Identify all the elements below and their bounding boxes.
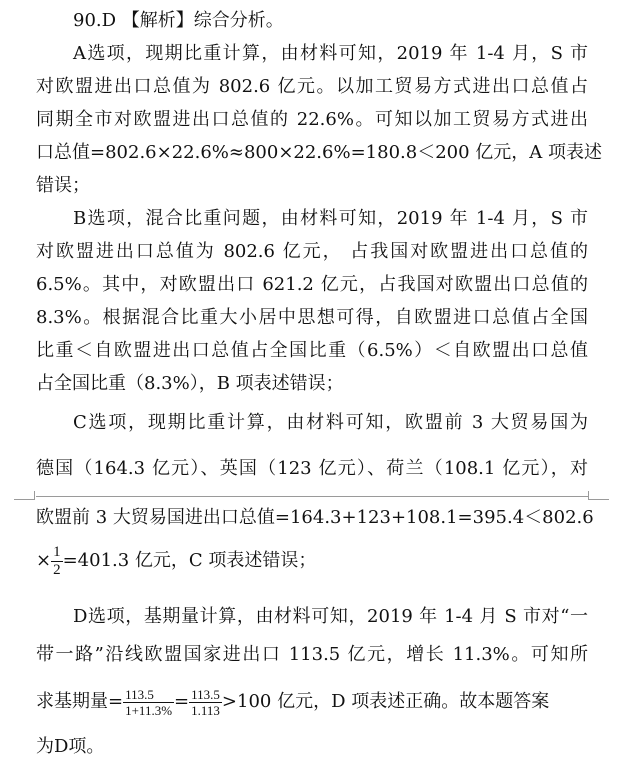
option-c-paragraph [36, 400, 588, 492]
option-c-continued [36, 500, 594, 536]
text-line: B选项，混合比重问题，由材料可知，2019 年 1-4 月，S 市 [73, 208, 588, 229]
text-line [36, 541, 588, 581]
text-line: 对欧盟进出口总值为 802.6 亿元， 占我国对欧盟进出口总值的 [36, 241, 588, 262]
option-d-formula-line [36, 682, 588, 722]
fraction-simplified [189, 687, 222, 718]
fraction-base-period [123, 687, 174, 718]
option-a-paragraph [36, 37, 602, 202]
option-c-result-line [36, 541, 588, 581]
text-line: 6.5%。其中，对欧盟出口 621.2 亿元，占我国对欧盟出口总值的 [36, 274, 588, 295]
page-corner-mark-left [14, 491, 35, 500]
text-line: 带一路”沿线欧盟国家进出口 113.5 亿元，增长 11.3%。可知所 [36, 644, 588, 665]
text-line: 同期全市对欧盟进出口总值的 22.6%。可知以加工贸易方式进出 [36, 109, 588, 130]
formula-prefix: 求基期量= [36, 691, 124, 712]
text-line: D选项，基期量计算，由材料可知，2019 年 1-4 月 S 市对“一 [73, 606, 588, 627]
answer-conclusion [36, 730, 588, 763]
text-line: C选项，现期比重计算，由材料可知，欧盟前 3 大贸易国为 [73, 412, 588, 433]
option-b-paragraph [36, 202, 588, 400]
text-line: 为D项。 [36, 736, 105, 757]
fraction-numerator: 113.5 [191, 686, 220, 702]
text-line: 欧盟前 3 大贸易国进出口总值=164.3+123+108.1=395.4＜802.6 [36, 507, 594, 528]
times-sign: × [36, 550, 52, 571]
formula-suffix: >100 亿元，D 项表述正确。故本题答案 [221, 691, 550, 712]
fraction-numerator: 113.5 [123, 687, 174, 703]
text-line: 8.3%。根据混合比重大小居中思想可得，自欧盟进口总值占全国 [36, 307, 588, 328]
page-break-line [36, 496, 588, 497]
text-line: 对欧盟进出口总值为 802.6 亿元。以加工贸易方式进出口总值占 [36, 76, 588, 97]
fraction-denominator: 1+11.3% [125, 702, 173, 718]
text-line [36, 682, 588, 722]
fraction-denominator: 1.113 [191, 702, 220, 718]
text-line: 占全国比重（8.3%），B 项表述错误； [36, 373, 344, 394]
fraction-numerator: 1 [53, 543, 61, 560]
header-line: 90.D 【解析】综合分析。 [73, 10, 284, 31]
fraction-half [51, 544, 63, 579]
page-corner-mark-right [588, 491, 609, 500]
result-text: =401.3 亿元，C 项表述错误； [62, 550, 317, 571]
text-line: 德国（164.3 亿元）、英国（123 亿元）、荷兰（108.1 亿元），对 [36, 458, 588, 479]
fraction-denominator: 2 [53, 561, 61, 578]
text-line: 口总值=802.6×22.6%≈800×22.6%=180.8＜200 亿元，A 项表述 [36, 142, 602, 163]
text-line: A选项，现期比重计算，由材料可知，2019 年 1-4 月，S 市 [73, 43, 588, 64]
text-line: 比重＜自欧盟进出口总值占全国比重（6.5%）＜自欧盟出口总值 [36, 340, 588, 361]
answer-header [36, 4, 622, 37]
text-line: 错误； [36, 175, 90, 196]
option-d-paragraph [36, 598, 588, 674]
equals-sign: = [174, 691, 190, 712]
